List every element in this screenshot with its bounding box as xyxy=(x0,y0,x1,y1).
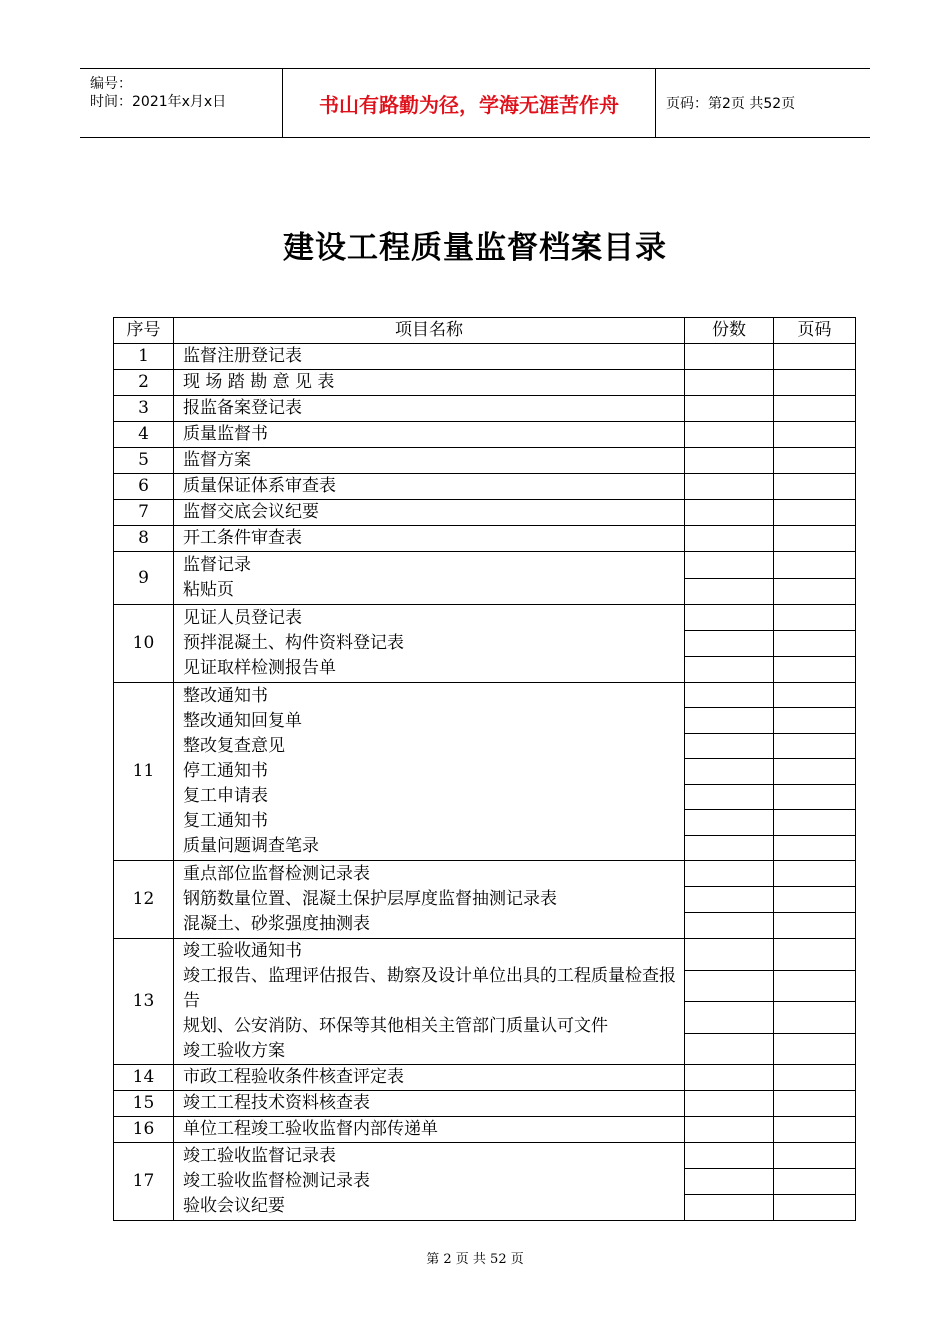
item-name: 质量监督书 xyxy=(183,424,268,444)
item-name: 见证人员登记表 xyxy=(183,608,302,628)
catalog-table xyxy=(113,317,856,1221)
item-name: 重点部位监督检测记录表 xyxy=(183,864,370,884)
item-name: 钢筋数量位置、混凝土保护层厚度监督抽测记录表 xyxy=(183,889,557,909)
page-cell xyxy=(774,552,856,605)
row-items xyxy=(174,1091,685,1117)
item-name: 质量保证体系审查表 xyxy=(183,476,336,496)
table-row xyxy=(114,939,856,1065)
page-cell-stack xyxy=(774,939,855,1064)
copies-cell-slot xyxy=(685,810,773,835)
item-name: 竣工验收通知书 xyxy=(183,941,302,961)
item-name: 报监备案登记表 xyxy=(183,398,302,418)
item-list xyxy=(183,684,684,859)
row-items xyxy=(174,396,685,422)
header-date: 时间：2021年x月x日 xyxy=(90,94,227,110)
copies-cell xyxy=(685,396,774,422)
item-name: 见证取样检测报告单 xyxy=(183,658,336,678)
page-cell-slot xyxy=(774,552,855,579)
item-name: 竣工工程技术资料核查表 xyxy=(183,1093,370,1113)
copies-cell-slot xyxy=(685,759,773,784)
item-list xyxy=(183,553,684,603)
page-cell xyxy=(774,605,856,683)
header-page: 页码 xyxy=(774,318,856,344)
item-list xyxy=(183,526,684,551)
page-cell-slot xyxy=(774,1143,855,1169)
item-name: 市政工程验收条件核查评定表 xyxy=(183,1067,404,1087)
row-number: 15 xyxy=(114,1091,174,1117)
copies-cell-slot xyxy=(685,1195,773,1220)
table-row xyxy=(114,422,856,448)
row-number: 3 xyxy=(114,396,174,422)
copies-cell-stack xyxy=(685,939,773,1064)
header-item-name: 项目名称 xyxy=(174,318,685,344)
header-meta xyxy=(80,69,283,137)
item-list xyxy=(183,1144,684,1219)
table-row xyxy=(114,500,856,526)
copies-cell-slot xyxy=(685,836,773,860)
row-number: 5 xyxy=(114,448,174,474)
page-cell-stack xyxy=(774,1143,855,1220)
page-cell-slot xyxy=(774,657,855,682)
page-cell xyxy=(774,683,856,861)
row-items xyxy=(174,474,685,500)
copies-cell-slot xyxy=(685,1034,773,1065)
row-number: 17 xyxy=(114,1143,174,1221)
copies-cell xyxy=(685,422,774,448)
item-name: 整改复查意见 xyxy=(183,736,285,756)
item-name: 开工条件审查表 xyxy=(183,528,302,548)
item-name: 监督记录 xyxy=(183,555,251,575)
page-cell-stack xyxy=(774,683,855,860)
copies-cell xyxy=(685,474,774,500)
item-name: 单位工程竣工验收监督内部传递单 xyxy=(183,1119,438,1139)
page-cell-slot xyxy=(774,1002,855,1034)
page-cell-slot xyxy=(774,913,855,938)
item-name: 监督注册登记表 xyxy=(183,346,302,366)
table-row xyxy=(114,344,856,370)
row-items xyxy=(174,526,685,552)
item-name: 验收会议纪要 xyxy=(183,1196,285,1216)
table-row xyxy=(114,1117,856,1143)
row-items xyxy=(174,683,685,861)
item-name: 现 场 踏 勘 意 见 表 xyxy=(183,372,335,392)
item-list xyxy=(183,1091,684,1116)
copies-cell xyxy=(685,526,774,552)
item-list xyxy=(183,1065,684,1090)
table-row xyxy=(114,1091,856,1117)
row-items xyxy=(174,939,685,1065)
page-cell xyxy=(774,861,856,939)
page-cell xyxy=(774,1117,856,1143)
row-items xyxy=(174,1143,685,1221)
page-cell xyxy=(774,1065,856,1091)
document-title: 建设工程质量监督档案目录 xyxy=(283,230,667,266)
page-cell-slot xyxy=(774,887,855,913)
item-list xyxy=(183,1117,684,1142)
item-name: 监督交底会议纪要 xyxy=(183,502,319,522)
copies-cell-stack xyxy=(685,552,773,604)
header-no: 序号 xyxy=(114,318,174,344)
page-cell-slot xyxy=(774,734,855,759)
item-name: 规划、公安消防、环保等其他相关主管部门质量认可文件 xyxy=(183,1016,608,1036)
row-items xyxy=(174,422,685,448)
row-number: 1 xyxy=(114,344,174,370)
table-row xyxy=(114,861,856,939)
copies-cell xyxy=(685,1117,774,1143)
item-name: 混凝土、砂浆强度抽测表 xyxy=(183,914,370,934)
item-name: 整改通知书 xyxy=(183,686,268,706)
copies-cell-slot xyxy=(685,605,773,631)
item-name: 整改通知回复单 xyxy=(183,711,302,731)
copies-cell xyxy=(685,939,774,1065)
copies-cell-slot xyxy=(685,785,773,810)
page-cell-slot xyxy=(774,759,855,784)
row-items xyxy=(174,344,685,370)
page-cell xyxy=(774,344,856,370)
item-name: 竣工报告、监理评估报告、勘察及设计单位出具的工程质量检查报告 xyxy=(183,966,676,1011)
page-cell-stack xyxy=(774,861,855,938)
copies-cell-slot xyxy=(685,939,773,971)
copies-cell-slot xyxy=(685,631,773,657)
row-number: 12 xyxy=(114,861,174,939)
item-name: 竣工验收监督记录表 xyxy=(183,1146,336,1166)
page-cell xyxy=(774,422,856,448)
page-cell-slot xyxy=(774,605,855,631)
page-cell-slot xyxy=(774,1169,855,1195)
row-number: 11 xyxy=(114,683,174,861)
page-cell-slot xyxy=(774,631,855,657)
copies-cell-stack xyxy=(685,861,773,938)
item-name: 竣工验收监督检测记录表 xyxy=(183,1171,370,1191)
row-items xyxy=(174,500,685,526)
page-header xyxy=(80,68,870,138)
item-list xyxy=(183,939,684,1064)
row-number: 16 xyxy=(114,1117,174,1143)
copies-cell-slot xyxy=(685,861,773,887)
copies-cell-slot xyxy=(685,1169,773,1195)
copies-cell-slot xyxy=(685,887,773,913)
row-number: 2 xyxy=(114,370,174,396)
item-name: 预拌混凝土、构件资料登记表 xyxy=(183,633,404,653)
item-list xyxy=(183,396,684,421)
item-name: 复工申请表 xyxy=(183,786,268,806)
table-row xyxy=(114,1143,856,1221)
copies-cell-stack xyxy=(685,605,773,682)
copies-cell xyxy=(685,552,774,605)
table-row xyxy=(114,370,856,396)
page-cell-stack xyxy=(774,552,855,604)
item-name: 停工通知书 xyxy=(183,761,268,781)
copies-cell-slot xyxy=(685,657,773,682)
copies-cell-slot xyxy=(685,1143,773,1169)
row-number: 4 xyxy=(114,422,174,448)
page-cell-slot xyxy=(774,683,855,708)
header-motto: 书山有路勤为径，学海无涯苦作舟 xyxy=(283,69,656,137)
table-row xyxy=(114,683,856,861)
table-row xyxy=(114,552,856,605)
copies-cell xyxy=(685,448,774,474)
page-cell xyxy=(774,1091,856,1117)
row-number: 14 xyxy=(114,1065,174,1091)
item-name: 竣工验收方案 xyxy=(183,1041,285,1061)
copies-cell xyxy=(685,500,774,526)
copies-cell-slot xyxy=(685,552,773,579)
row-number: 8 xyxy=(114,526,174,552)
copies-cell xyxy=(685,1143,774,1221)
page-cell-slot xyxy=(774,579,855,605)
page-cell xyxy=(774,939,856,1065)
table-row xyxy=(114,1065,856,1091)
item-name: 质量问题调查笔录 xyxy=(183,836,319,856)
item-list xyxy=(183,606,684,681)
copies-cell xyxy=(685,605,774,683)
copies-cell-stack xyxy=(685,1143,773,1220)
page-cell-slot xyxy=(774,836,855,860)
item-name: 复工通知书 xyxy=(183,811,268,831)
row-items xyxy=(174,1117,685,1143)
copies-cell-slot xyxy=(685,971,773,1003)
page-cell xyxy=(774,474,856,500)
row-items xyxy=(174,1065,685,1091)
copies-cell xyxy=(685,1091,774,1117)
copies-cell xyxy=(685,370,774,396)
item-list xyxy=(183,422,684,447)
table-row xyxy=(114,605,856,683)
copies-cell-slot xyxy=(685,683,773,708)
row-items xyxy=(174,552,685,605)
table-row xyxy=(114,396,856,422)
item-list xyxy=(183,862,684,937)
item-name: 监督方案 xyxy=(183,450,251,470)
page-cell xyxy=(774,500,856,526)
row-items xyxy=(174,861,685,939)
page-cell xyxy=(774,1143,856,1221)
copies-cell-slot xyxy=(685,1002,773,1034)
table-row xyxy=(114,474,856,500)
page-cell xyxy=(774,370,856,396)
page-cell-slot xyxy=(774,971,855,1003)
item-list xyxy=(183,500,684,525)
item-name: 粘贴页 xyxy=(183,580,234,600)
copies-cell xyxy=(685,1065,774,1091)
page-cell-slot xyxy=(774,785,855,810)
table-row xyxy=(114,526,856,552)
table-header-row xyxy=(114,318,856,344)
copies-cell-slot xyxy=(685,734,773,759)
copies-cell-slot xyxy=(685,913,773,938)
copies-cell-slot xyxy=(685,579,773,605)
item-list xyxy=(183,474,684,499)
item-list xyxy=(183,448,684,473)
header-page-info: 页码：第2页 共52页 xyxy=(666,96,796,112)
table-row xyxy=(114,448,856,474)
copies-cell-stack xyxy=(685,683,773,860)
row-items xyxy=(174,370,685,396)
page-cell-slot xyxy=(774,1195,855,1220)
item-list xyxy=(183,370,684,395)
page-cell xyxy=(774,448,856,474)
page-cell xyxy=(774,396,856,422)
page-cell-slot xyxy=(774,810,855,835)
page-cell-slot xyxy=(774,861,855,887)
page-cell-stack xyxy=(774,605,855,682)
row-number: 9 xyxy=(114,552,174,605)
page-cell-slot xyxy=(774,939,855,971)
row-items xyxy=(174,605,685,683)
row-items xyxy=(174,448,685,474)
row-number: 10 xyxy=(114,605,174,683)
copies-cell-slot xyxy=(685,708,773,733)
item-list xyxy=(183,344,684,369)
copies-cell xyxy=(685,344,774,370)
copies-cell xyxy=(685,683,774,861)
page-cell-slot xyxy=(774,1034,855,1065)
page-cell xyxy=(774,526,856,552)
row-number: 7 xyxy=(114,500,174,526)
page-footer: 第 2 页 共 52 页 xyxy=(426,1252,524,1267)
header-number-label: 编号： xyxy=(90,76,132,92)
row-number: 6 xyxy=(114,474,174,500)
page-cell-slot xyxy=(774,708,855,733)
header-copies: 份数 xyxy=(685,318,774,344)
copies-cell xyxy=(685,861,774,939)
row-number: 13 xyxy=(114,939,174,1065)
